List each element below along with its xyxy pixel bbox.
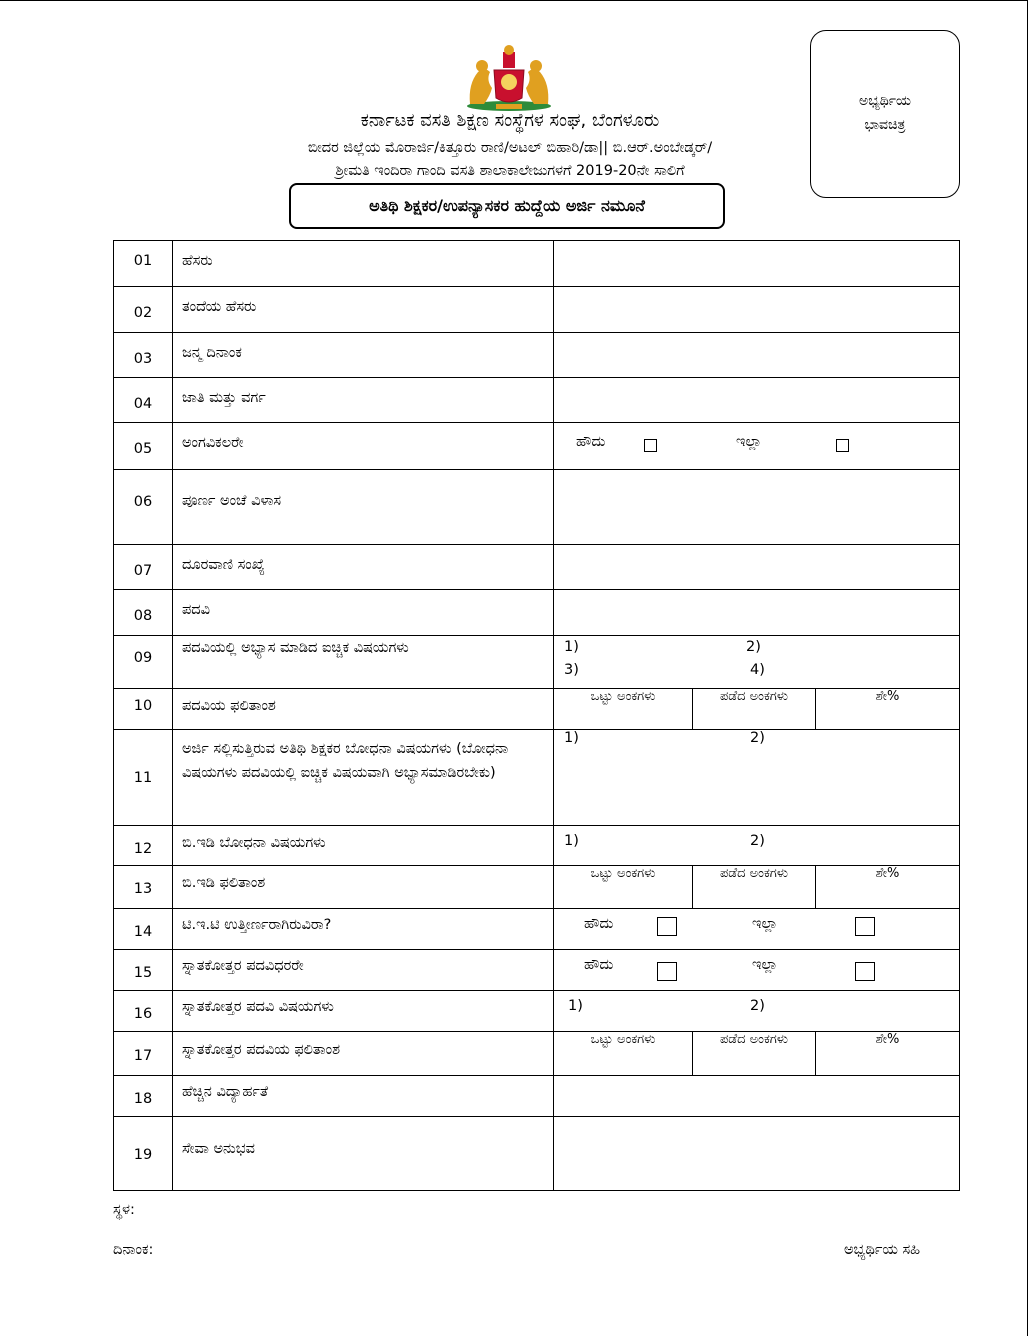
row-label: ಪೂರ್ಣ ಅಂಚೆ ವಿಳಾಸ [173,470,554,545]
total-marks-field[interactable]: ಒಟ್ಟು ಅಂಕಗಳು [554,689,693,729]
bed-marks-cell [554,866,960,909]
organization-subtitle-line1: ಬೀದರ ಜಿಲ್ಲೆಯ ಮೊರಾರ್ಜಿ/ಕಿತ್ತೂರು ರಾಣಿ/ಅಟಲ್ ಬಿಹಾರಿ/ಡಾ|| ಬಿ.ಆರ್.ಅಂಬೇಡ್ಕರ್/ [307,140,713,156]
page-border-right [1027,0,1028,1336]
yes-label: ಹೌದು [584,957,614,973]
row-number: 18 [114,1076,173,1117]
phone-number-field[interactable] [554,545,960,590]
row-label: ಪದವಿ [173,590,554,636]
no-label: ಇಲ್ಲಾ [752,957,778,973]
pg-no-checkbox[interactable] [855,962,875,981]
page-border-top [0,0,1028,1]
table-row [114,287,960,333]
place-label: ಸ್ಥಳ: [113,1202,135,1218]
table-row [114,636,960,689]
photo-box-line2: ಭಾವಚಿತ್ರ [864,117,906,133]
row-number: 09 [114,636,173,689]
percentage-field[interactable]: ಶೇ% [875,1032,900,1047]
higher-qualification-field[interactable] [554,1076,960,1117]
date-label: ದಿನಾಂಕ: [113,1242,154,1258]
table-row [114,333,960,378]
table-row [114,1032,960,1076]
total-marks-field[interactable]: ಒಟ್ಟು ಅಂಕಗಳು [554,866,693,908]
row-number: 02 [114,287,173,333]
table-row [114,909,960,950]
tet-yes-checkbox[interactable] [657,917,677,936]
row-label: ಅರ್ಜಿ ಸಲ್ಲಿಸುತ್ತಿರುವ ಅತಿಥಿ ಶಿಕ್ಷಕರ ಬೋಧನಾ ವಿಷಯಗಳು (ಬೋಧನಾ ವಿಷಯಗಳು ಪದವಿಯಲ್ಲಿ ಐಚ್ಚಿಕ ವಿಷಯವಾಗಿ ಅಭ್ಯಾಸಮಾಡಿರಬೇಕು) [173,730,554,826]
row-number: 01 [114,241,173,287]
pg-marks-cell [554,1032,960,1076]
postal-address-field[interactable] [554,470,960,545]
row-number: 10 [114,689,173,730]
table-row [114,826,960,866]
row-number: 15 [114,950,173,991]
obtained-marks-field[interactable]: ಪಡೆದ ಅಂಕಗಳು [693,689,816,729]
bed-subjects-field[interactable]: 1) 2) [554,826,960,866]
row-label: ಜನ್ಮ ದಿನಾಂಕ [173,333,554,378]
row-number: 08 [114,590,173,636]
row-label: ಬಿ.ಇಡಿ ಫಲಿತಾಂಶ [173,866,554,909]
row-label: ಸ್ನಾತಕೋತ್ತರ ಪದವಿಧರರೇ [173,950,554,991]
obtained-marks-field[interactable]: ಪಡೆದ ಅಂಕಗಳು [693,866,816,908]
row-number: 13 [114,866,173,909]
row-label: ಟಿ.ಇ.ಟಿ ಉತ್ತೀರ್ಣರಾಗಿರುವಿರಾ? [173,909,554,950]
tet-no-checkbox[interactable] [855,917,875,936]
tet-choice [554,909,960,950]
row-label: ಜಾತಿ ಮತ್ತು ವರ್ಗ [173,378,554,423]
row-label: ಸ್ನಾತಕೋತ್ತರ ಪದವಿಯ ಫಲಿತಾಂಶ [173,1032,554,1076]
caste-category-field[interactable] [554,378,960,423]
table-row [114,590,960,636]
yes-label: ಹೌದು [576,434,606,450]
service-experience-field[interactable] [554,1117,960,1191]
no-label: ಇಲ್ಲಾ [752,916,778,932]
row-number: 04 [114,378,173,423]
organization-title: ಕರ್ನಾಟಕ ವಸತಿ ಶಿಕ್ಷಣ ಸಂಸ್ಥೆಗಳ ಸಂಘ, ಬೆಂಗಳೂರು [360,110,660,131]
row-label: ಹೆಸರು [173,241,554,287]
row-number: 06 [114,470,173,545]
birth-date-field[interactable] [554,333,960,378]
row-label: ಸ್ನಾತಕೋತ್ತರ ಪದವಿ ವಿಷಯಗಳು [173,991,554,1032]
table-row [114,950,960,991]
form-title [289,183,725,229]
total-marks-field[interactable]: ಒಟ್ಟು ಅಂಕಗಳು [554,1032,693,1075]
row-label: ಹೆಚ್ಚಿನ ವಿದ್ಯಾರ್ಹತೆ [173,1076,554,1117]
table-row [114,241,960,287]
row-number: 16 [114,991,173,1032]
row-label: ಪದವಿಯಲ್ಲಿ ಅಭ್ಯಾಸ ಮಾಡಿದ ಐಚ್ಚಿಕ ವಿಷಯಗಳು [173,636,554,689]
form-title-text: ಅತಿಥಿ ಶಿಕ್ಷಕರ/ಉಪನ್ಯಾಸಕರ ಹುದ್ದೆಯ ಅರ್ಜಿ ನಮೂನೆ [369,196,645,215]
row-label: ಸೇವಾ ಅನುಭವ [173,1117,554,1191]
row-number: 11 [114,730,173,826]
pg-subjects-field[interactable]: 1) 2) [554,991,960,1032]
row-label: ಬಿ.ಇಡಿ ಬೋಧನಾ ವಿಷಯಗಳು [173,826,554,866]
row-number: 12 [114,826,173,866]
organization-subtitle-line2: ಶ್ರೀಮತಿ ಇಂದಿರಾ ಗಾಂದಿ ವಸತಿ ಶಾಲಾಕಾಲೇಜುಗಳಗೆ 2019-20ನೇ ಸಾಲಿಗೆ [335,163,685,179]
row-label: ಪದವಿಯ ಫಲಿತಾಂಶ [173,689,554,730]
disabled-no-checkbox[interactable] [836,439,849,452]
table-row [114,378,960,423]
signature-label: ಅಭ್ಯರ್ಥಿಯ ಸಹಿ [844,1242,921,1258]
row-label: ತಂದೆಯ ಹೆಸರು [173,287,554,333]
row-label: ಅಂಗವಿಕಲರೇ [173,423,554,470]
application-form-table [113,240,960,1191]
row-number: 19 [114,1117,173,1191]
table-row [114,423,960,470]
table-row [114,470,960,545]
teaching-subjects-field[interactable]: 1) 2) [554,730,960,826]
postgraduate-choice [554,950,960,991]
karnataka-emblem-icon [460,44,558,114]
row-number: 14 [114,909,173,950]
table-row [114,545,960,590]
table-row [114,1117,960,1191]
photo-box [810,30,960,198]
pg-yes-checkbox[interactable] [657,962,677,981]
table-row [114,730,960,826]
table-row [114,866,960,909]
table-row [114,1076,960,1117]
obtained-marks-field[interactable]: ಪಡೆದ ಅಂಕಗಳು [693,1032,816,1075]
father-name-field[interactable] [554,287,960,333]
percentage-field[interactable]: ಶೇ% [875,689,900,704]
photo-box-line1: ಅಭ್ಯರ್ಥಿಯ [858,93,911,109]
row-number: 17 [114,1032,173,1076]
yes-label: ಹೌದು [584,916,614,932]
row-number: 05 [114,423,173,470]
row-number: 07 [114,545,173,590]
row-number: 03 [114,333,173,378]
name-field[interactable] [554,241,960,287]
disabled-yes-checkbox[interactable] [644,439,657,452]
disabled-choice [554,423,960,470]
optional-subjects-field[interactable]: 1) 2) 3) 4) [554,636,960,689]
degree-marks-cell [554,689,960,730]
table-row [114,689,960,730]
table-row [114,991,960,1032]
no-label: ಇಲ್ಲಾ [736,434,762,450]
percentage-field[interactable]: ಶೇ% [875,866,900,881]
degree-field[interactable] [554,590,960,636]
row-label: ದೂರವಾಣಿ ಸಂಖ್ಯೆ [173,545,554,590]
